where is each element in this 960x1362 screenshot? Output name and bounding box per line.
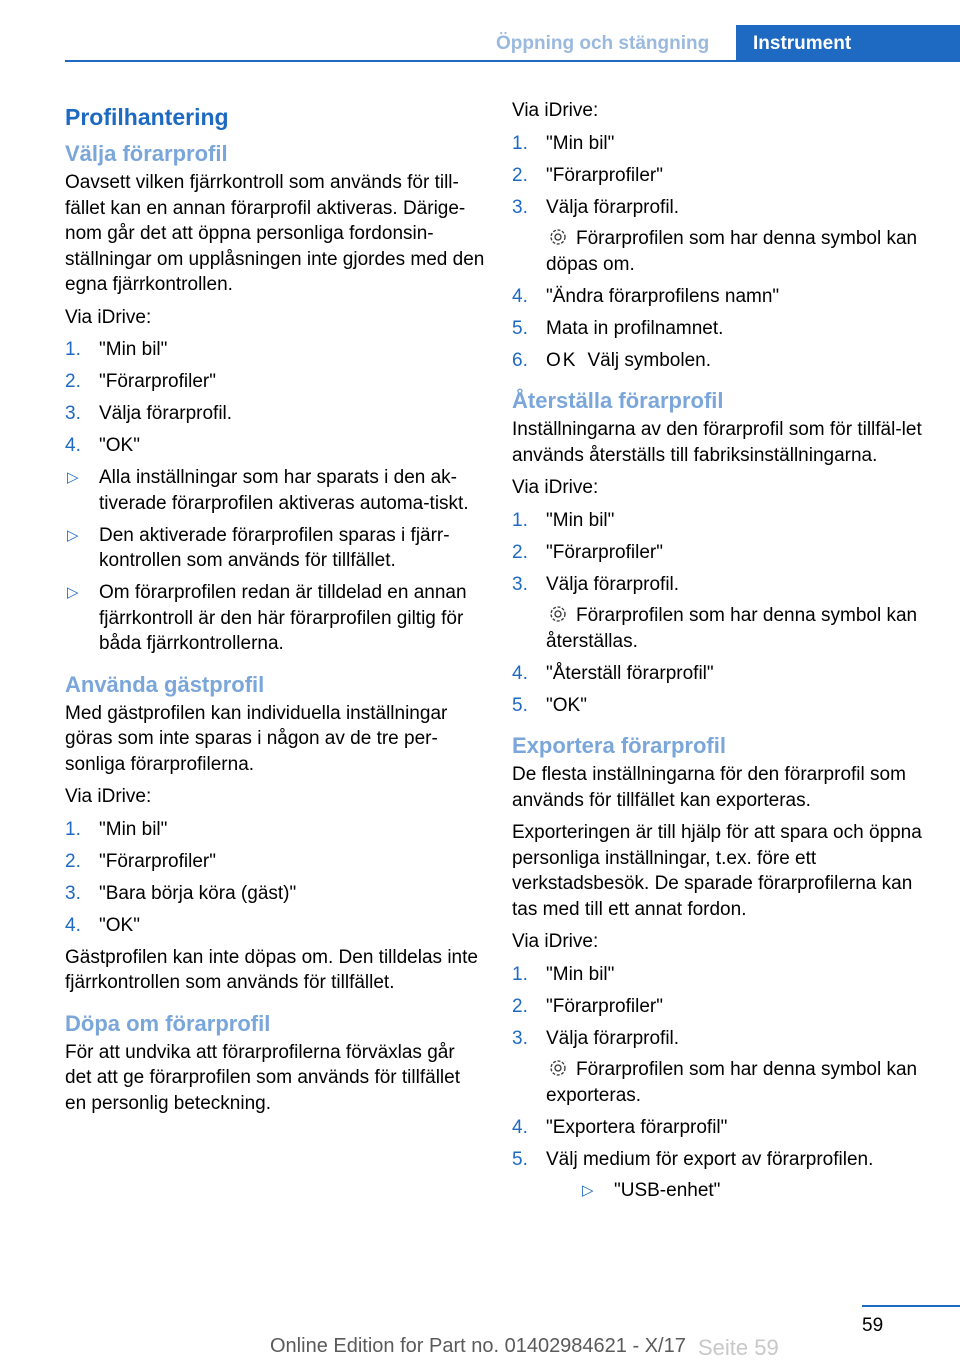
section-title-rename-profile: Döpa om förarprofil [65, 1010, 271, 1036]
page-header [0, 0, 960, 62]
list-item: 5. Mata in profilnamnet. [512, 316, 930, 342]
paragraph: Gästprofilen kan inte döpas om. Den tilldelas inte fjärrkontrollen som används för tillfället. [65, 946, 478, 993]
step-number: 2. [65, 371, 81, 392]
steps-list [65, 337, 485, 459]
watermark: Seite 59 [698, 1335, 779, 1360]
symbol-note: Förarprofilen som har denna symbol kan exporteras. [546, 1059, 918, 1106]
symbol-note: Förarprofilen som har denna symbol kan återställas. [546, 605, 918, 652]
triangle-bullet-icon: ▷ [67, 469, 79, 486]
header-chapter-tab: Instrument [736, 25, 960, 62]
step-number: 4. [512, 662, 528, 684]
step-number: 4. [65, 914, 81, 936]
list-item: 4. "OK" [65, 913, 485, 939]
chapter-title: Profilhantering [65, 104, 229, 130]
list-item: 2. "Förarprofiler" [512, 540, 930, 566]
list-item: 4. "Återställ förarprofil" [512, 661, 930, 687]
list-item: 2. "Förarprofiler" [512, 163, 930, 189]
step-number: 5. [512, 1148, 528, 1170]
gear-icon [548, 1058, 568, 1078]
step-number: 5. [512, 694, 528, 716]
triangle-bullet-icon: ▷ [582, 1182, 594, 1199]
list-item: 3. Välja förarprofil. Förarprofilen som har denna symbol kan återställas. [512, 572, 930, 655]
list-item: ▷ "USB-enhet" [580, 1178, 930, 1204]
footer-rule [862, 1305, 960, 1307]
step-number: 3. [512, 1027, 528, 1049]
symbol-note: Förarprofilen som har denna symbol kan döpas om. [546, 228, 918, 275]
list-item: 3. "Bara börja köra (gäst)" [65, 881, 485, 907]
via-idrive-label: Via iDrive: [512, 931, 599, 952]
step-number: 1. [65, 339, 81, 360]
step-number: 6. [512, 349, 528, 371]
left-column [65, 98, 485, 1123]
step-number: 3. [65, 882, 81, 904]
step-number: 2. [512, 164, 528, 186]
list-item: 5. Välj medium för export av förarprofilen. ▷ "USB-enhet" [512, 1147, 930, 1204]
list-item: 4. "OK" [65, 433, 485, 459]
gear-icon [548, 227, 568, 247]
list-item: ▷ Om förarprofilen redan är tilldelad en annan fjärrkontroll är den här förarprofilen giltig för båda fjärrkontrollerna. [67, 582, 467, 654]
edition-text: Online Edition for Part no. 01402984621 - X/17 [270, 1335, 686, 1357]
paragraph: Exporteringen är till hjälp för att spara och öppna personliga inställningar, t.ex. före ett verkstadsbesök. De sparade förarprofilerna kan tas med till ett annat fordon. [512, 822, 922, 920]
step-number: 2. [512, 541, 528, 563]
paragraph: Oavsett vilken fjärrkontroll som används för till-fället kan en annan förarprofil aktiveras. Därige-nom går det att öppna personliga fordonsin-ställningar om upplåsningen inte gjordes med den egna fjärrkontrollen. [65, 172, 485, 295]
paragraph: Med gästprofilen kan individuella inställningar göras som inte sparas i någon av de tre per-sonliga förarprofilerna. [65, 702, 448, 775]
step-number: 2. [65, 850, 81, 872]
step-number: 3. [512, 196, 528, 218]
list-item: 2. "Förarprofiler" [65, 369, 485, 395]
list-item: ▷ Alla inställningar som har sparats i den ak-tiverade förarprofilen aktiveras automa-tiskt. [67, 467, 469, 514]
step-number: 2. [512, 995, 528, 1017]
via-idrive-label: Via iDrive: [65, 306, 152, 328]
page-number: 59 [862, 1315, 884, 1336]
list-item: 5. "OK" [512, 693, 930, 719]
section-title-select-profile: Välja förarprofil [65, 141, 228, 166]
bullet-list [580, 1178, 930, 1204]
via-idrive-label: Via iDrive: [512, 477, 599, 498]
step-number: 4. [512, 285, 528, 307]
right-column [512, 98, 930, 1210]
via-idrive-label: Via iDrive: [65, 786, 152, 807]
list-item: 3. Välja förarprofil. Förarprofilen som har denna symbol kan exporteras. [512, 1026, 930, 1109]
list-item: 2. "Förarprofiler" [512, 994, 930, 1020]
paragraph: För att undvika att förarprofilerna förväxlas går det att ge förarprofilen som används för tillfället en personlig beteckning. [65, 1041, 460, 1114]
section-title-export-profile: Exportera förarprofil [512, 733, 726, 758]
list-item: ▷ Den aktiverade förarprofilen sparas i fjärr-kontrollen som används för tillfället. [67, 524, 450, 571]
list-item: 1. "Min bil" [512, 508, 930, 534]
list-item: 1. "Min bil" [65, 817, 485, 843]
steps-list [512, 962, 930, 1204]
list-item: 1. "Min bil" [512, 131, 930, 157]
list-item: 2. "Förarprofiler" [65, 849, 485, 875]
via-idrive-label: Via iDrive: [512, 100, 599, 121]
section-title-reset-profile: Återställa förarprofil [512, 388, 724, 413]
steps-list [65, 817, 485, 939]
list-item: 6. OK Välj symbolen. [512, 348, 930, 374]
step-number: 1. [512, 132, 528, 154]
step-number: 4. [65, 435, 81, 456]
step-number: 4. [512, 1116, 528, 1138]
steps-list [512, 508, 930, 719]
step-number: 1. [512, 509, 528, 531]
bullet-list [65, 465, 485, 657]
list-item: 3. Välja förarprofil. Förarprofilen som har denna symbol kan döpas om. [512, 195, 930, 278]
list-item: 1. "Min bil" [65, 337, 485, 363]
step-number: 1. [512, 963, 528, 985]
list-item: 3. Välja förarprofil. [65, 401, 485, 427]
section-title-guest-profile: Använda gästprofil [65, 671, 265, 697]
gear-icon [548, 604, 568, 624]
list-item: 1. "Min bil" [512, 962, 930, 988]
step-number: 3. [512, 573, 528, 595]
ok-icon: OK [546, 349, 578, 371]
triangle-bullet-icon: ▷ [67, 584, 79, 601]
step-number: 1. [65, 818, 81, 840]
header-rule [65, 60, 960, 62]
paragraph: De flesta inställningarna för den förarprofil som används för tillfället kan exporteras. [512, 764, 906, 811]
step-number: 3. [65, 403, 81, 424]
header-section-title: Öppning och stängning [496, 33, 710, 54]
steps-list [512, 131, 930, 374]
list-item: 4. "Ändra förarprofilens namn" [512, 284, 930, 310]
step-number: 5. [512, 317, 528, 339]
list-item: 4. "Exportera förarprofil" [512, 1115, 930, 1141]
triangle-bullet-icon: ▷ [67, 526, 79, 544]
paragraph: Inställningarna av den förarprofil som för tillfäl-let används återställs till fabriksinställningarna. [512, 419, 922, 466]
